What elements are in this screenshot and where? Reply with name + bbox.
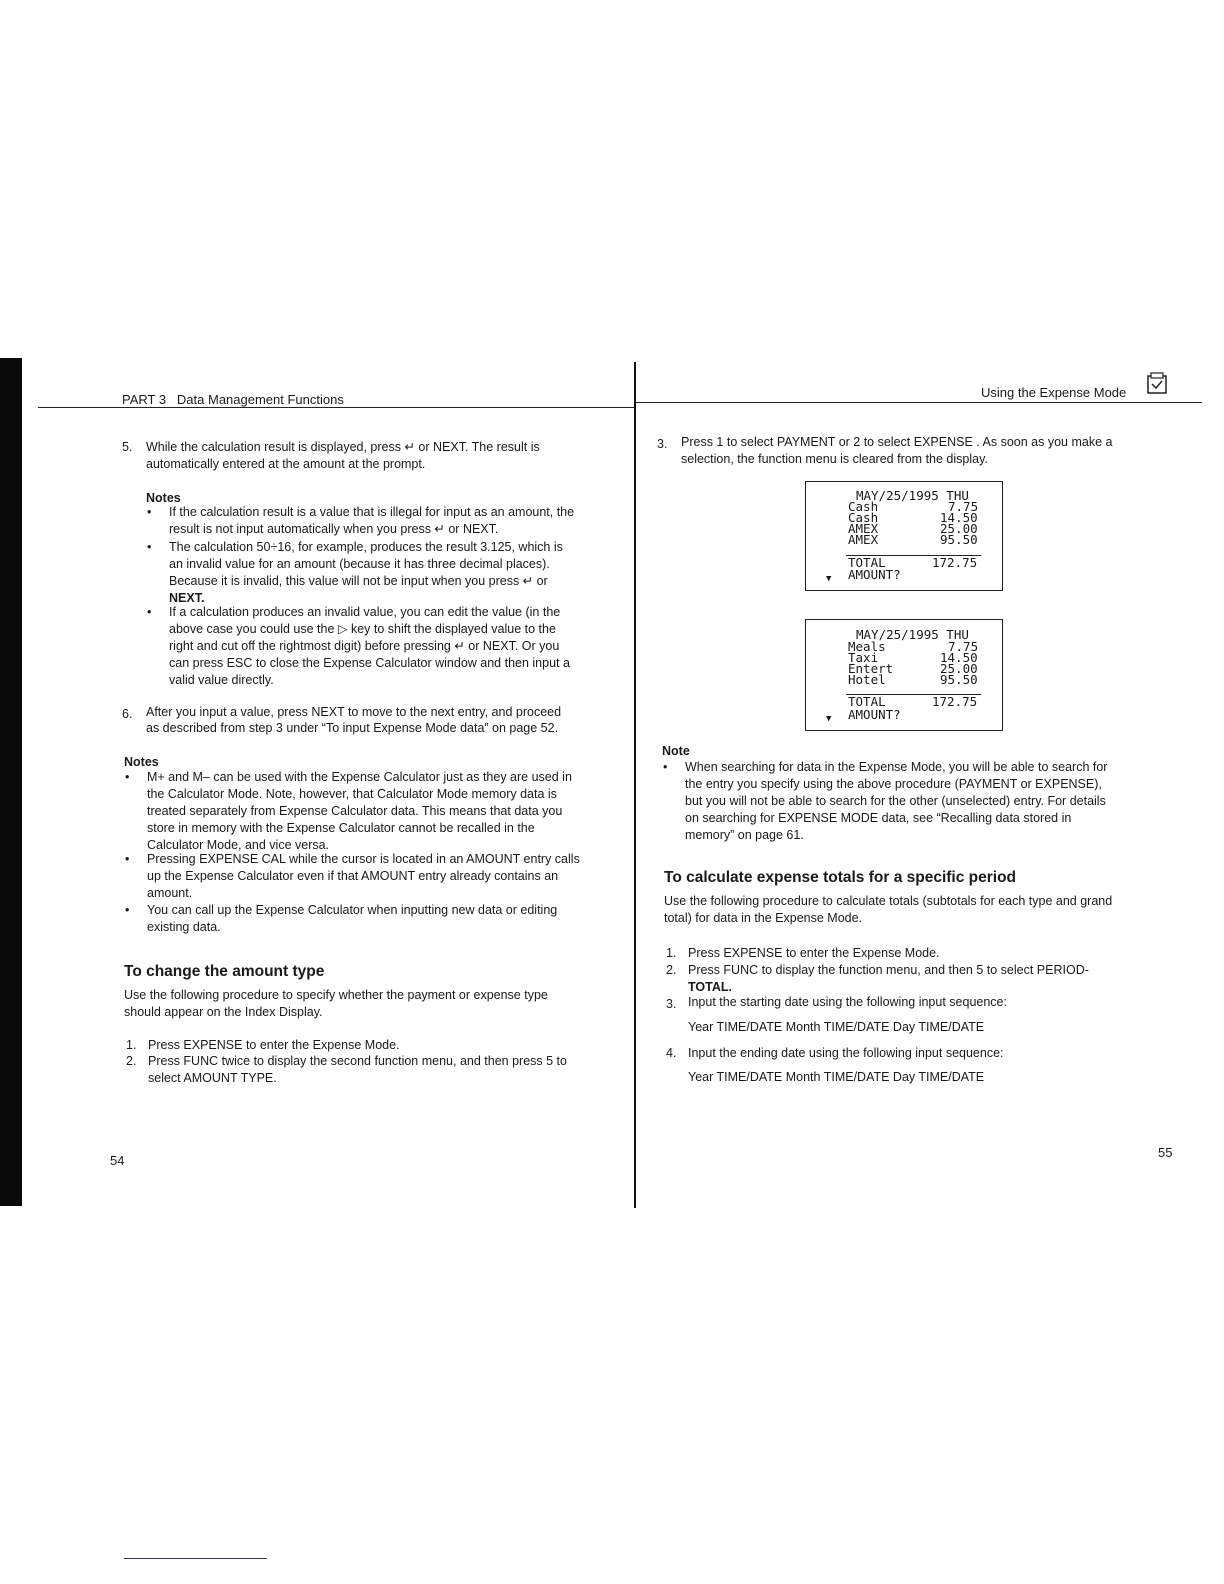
step-text: Press FUNC twice to display the second function menu, and then press 5 to (148, 1054, 567, 1068)
lcd-type: Meals (848, 639, 886, 654)
step6-line2: as described from step 3 under “To input Expense Mode data” on page 52. (146, 721, 559, 735)
input-sequence: Year TIME/DATE Month TIME/DATE Day TIME/DATE (688, 1070, 985, 1084)
section-intro: Use the following procedure to specify whether the payment or expense type (124, 988, 548, 1002)
lcd-type: AMEX (848, 521, 879, 536)
notes-heading: Notes (146, 491, 181, 505)
note-line: • Pressing EXPENSE CAL while the cursor is located in an AMOUNT entry calls (147, 851, 580, 868)
lcd-date: MAY/25/1995 THU (856, 627, 969, 642)
note-line: result is not input automatically when you press ↵ or NEXT. (169, 522, 499, 536)
note-line: existing data. (147, 920, 221, 934)
running-header-right: Using the Expense Mode (981, 385, 1127, 400)
note-heading: Note (662, 744, 690, 758)
note-line: • The calculation 50÷16, for example, produces the result 3.125, which is (169, 539, 563, 556)
step-number: 2. (666, 963, 677, 977)
scroll-down-arrow-icon: ▼ (826, 714, 832, 724)
page-spine (634, 362, 636, 1208)
note-line: Calculator Mode, and vice versa. (147, 838, 330, 852)
lcd-date: MAY/25/1995 THU (856, 488, 969, 503)
lcd-total-label: TOTAL (848, 555, 886, 570)
step-text: select AMOUNT TYPE. (148, 1071, 277, 1085)
note-line: store in memory with the Expense Calculator cannot be recalled in the (147, 821, 535, 835)
step-number: 1. (666, 946, 677, 960)
note-line: the Calculator Mode. Note, however, that Calculator Mode memory data is (147, 787, 557, 801)
lcd-amount: 7.75 (948, 499, 979, 514)
note-line: • You can call up the Expense Calculator when inputting new data or editing (147, 902, 557, 919)
step-text: Press EXPENSE to enter the Expense Mode. (688, 946, 940, 960)
page-number-left: 54 (110, 1153, 125, 1168)
step5-line2: automatically entered at the amount at the prompt. (146, 457, 426, 471)
lcd-amount: 95.50 (940, 532, 978, 547)
step-text: Press FUNC to display the function menu, and then 5 to select PERIOD- (688, 963, 1089, 977)
step6-line1: After you input a value, press NEXT to move to the next entry, and proceed (146, 705, 562, 719)
book-binding-edge (0, 358, 22, 1206)
lcd-total-value: 172.75 (932, 694, 978, 709)
step-text: Press EXPENSE to enter the Expense Mode. (148, 1038, 400, 1052)
note-line: can press ESC to close the Expense Calculator window and then input a (169, 656, 570, 670)
step-number: 3. (657, 437, 668, 451)
footer-rule (124, 1558, 267, 1559)
lcd-total-label: TOTAL (848, 694, 886, 709)
note-line: right and cut off the rightmost digit) before pressing ↵ or NEXT. Or you (169, 639, 560, 653)
lcd-type: Entert (848, 661, 894, 676)
running-header-left: PART 3 Data Management Functions (122, 392, 344, 407)
lcd-display-expense (805, 619, 1003, 731)
note-line: an invalid value for an amount (because it has three decimal places). (169, 557, 550, 571)
note-line: amount. (147, 886, 193, 900)
lcd-type: Cash (848, 499, 879, 514)
step-number: 3. (666, 997, 677, 1011)
note-line: • When searching for data in the Expense Mode, you will be able to search for (685, 759, 1107, 776)
lcd-amount: 25.00 (940, 661, 978, 676)
note-line: valid value directly. (169, 673, 274, 687)
lcd-amount: 95.50 (940, 672, 978, 687)
note-line: above case you could use the ▷ key to shift the displayed value to the (169, 622, 556, 636)
note-line: • If the calculation result is a value that is illegal for input as an amount, the (169, 504, 574, 521)
lcd-amount: 25.00 (940, 521, 978, 536)
note-line: treated separately from Expense Calculator data. This means that data you (147, 804, 563, 818)
lcd-prompt: AMOUNT? (848, 567, 901, 582)
notes-heading: Notes (124, 755, 159, 769)
input-sequence: Year TIME/DATE Month TIME/DATE Day TIME/DATE (688, 1020, 985, 1034)
step-number: 1. (126, 1038, 137, 1052)
lcd-prompt: AMOUNT? (848, 707, 901, 722)
lcd-type: AMEX (848, 532, 879, 547)
step-number: 5. (122, 440, 133, 454)
step-number: 6. (122, 707, 133, 721)
section-intro: total) for data in the Expense Mode. (664, 911, 863, 925)
note-line: • If a calculation produces an invalid value, you can edit the value (in the (169, 604, 560, 621)
step3-line2: selection, the function menu is cleared from the display. (681, 452, 988, 466)
header-rule-left (38, 407, 634, 408)
section-title-period-totals: To calculate expense totals for a specific period (664, 869, 1017, 886)
note-line: the entry you specify using the above procedure (PAYMENT or EXPENSE), (685, 777, 1102, 791)
note-line: on searching for EXPENSE MODE data, see “Recalling data stored in (685, 811, 1072, 825)
note-line: but you will not be able to search for the other (unselected) entry. For details (685, 794, 1106, 808)
step-number: 2. (126, 1054, 137, 1068)
page-number-right: 55 (1158, 1145, 1173, 1160)
section-title-change-amount-type: To change the amount type (124, 963, 325, 980)
section-intro: Use the following procedure to calculate totals (subtotals for each type and grand (664, 894, 1113, 908)
lcd-type: Hotel (848, 672, 886, 687)
lcd-total-value: 172.75 (932, 555, 978, 570)
lcd-amount: 14.50 (940, 510, 978, 525)
lcd-amount: 14.50 (940, 650, 978, 665)
step5-line1: While the calculation result is displayed, press ↵ or NEXT. The result is (146, 440, 540, 454)
lcd-type: Cash (848, 510, 879, 525)
note-line: up the Expense Calculator even if that AMOUNT entry already contains an (147, 869, 559, 883)
note-line: • M+ and M– can be used with the Expense Calculator just as they are used in (147, 769, 572, 786)
step-text: Input the starting date using the following input sequence: (688, 995, 1007, 1009)
note-line: Because it is invalid, this value will not be input when you press ↵ or (169, 574, 548, 588)
lcd-amount: 7.75 (948, 639, 979, 654)
section-intro: should appear on the Index Display. (124, 1005, 323, 1019)
note-line: NEXT. (169, 591, 205, 605)
header-rule-right (636, 402, 1202, 403)
scroll-down-arrow-icon: ▼ (826, 574, 832, 584)
expense-calculator-icon (1147, 372, 1167, 394)
step-text: Input the ending date using the following input sequence: (688, 1046, 1004, 1060)
step-number: 4. (666, 1046, 677, 1060)
step-text: TOTAL. (688, 980, 732, 994)
lcd-type: Taxi (848, 650, 879, 665)
step3-line1: Press 1 to select PAYMENT or 2 to select EXPENSE . As soon as you make a (681, 435, 1113, 449)
note-line: memory” on page 61. (685, 828, 804, 842)
lcd-display-payment (805, 481, 1003, 591)
